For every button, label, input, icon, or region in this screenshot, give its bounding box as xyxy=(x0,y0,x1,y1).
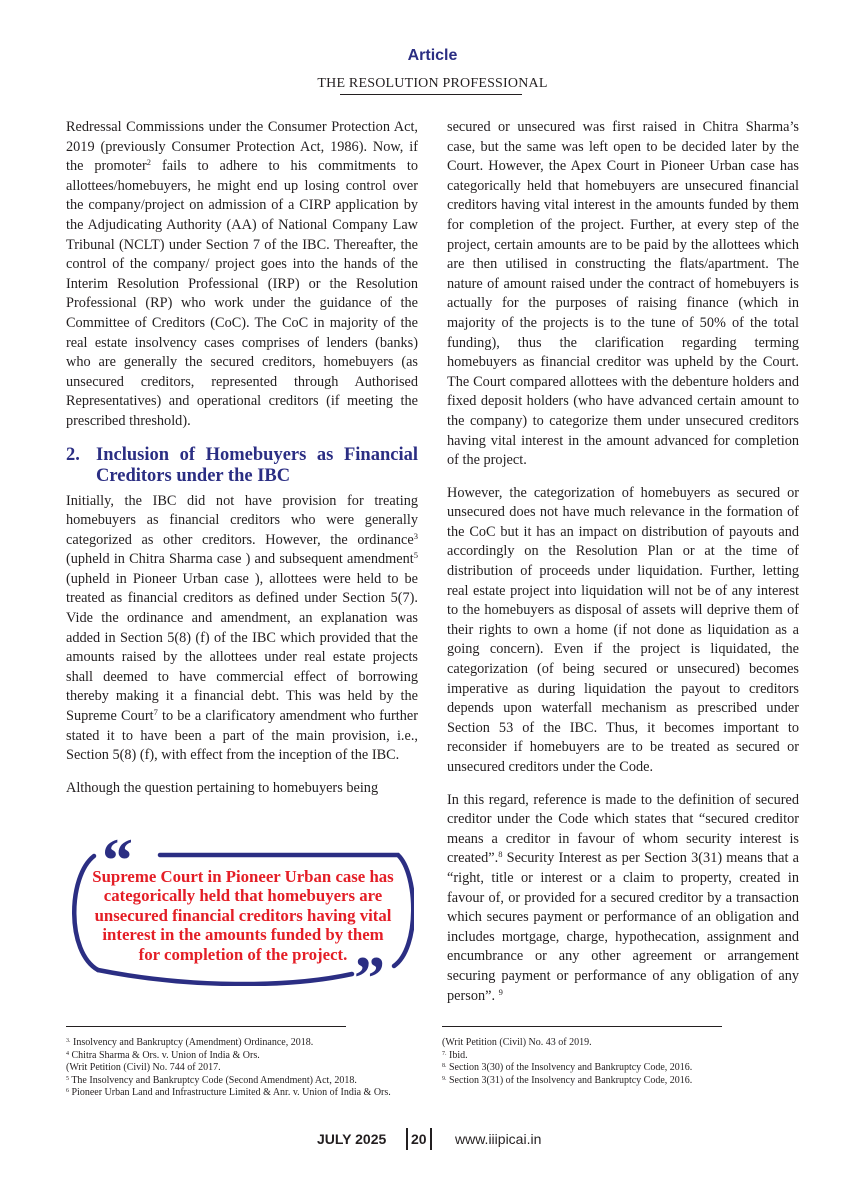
pull-quote xyxy=(68,827,414,1013)
open-quote-icon: “ xyxy=(102,827,133,895)
publication-title: THE RESOLUTION PROFESSIONAL xyxy=(317,76,548,91)
right-paragraph-1: secured or unsecured was first raised in Chitra Sharma’s case, but the same was left open to be decided later by the Court. However, the Apex Court in Pioneer Urban case has categorically held that homebuyers are unsecured financial creditors having vital interest in the amounts funded by them for completion of the project. Further, at every step of the project, certain amounts are to be paid by the allottees which are then utilised in constructing the flats/apartment. The nature of amount raised under the contract of homebuyers is actually for the purposes of raising finance (which in majority of the projects is to the tune of 50% of the total funding), thus the clarification regarding terming homebuyers as financial creditor was upheld by the Court. The Court compared allottees with the debenture holders and fixed deposit holders (who have advanced certain amount to the company) to categorize them under unsecured creditors having vital interest in the amount advanced for completion of the project. xyxy=(447,119,799,469)
footer-divider xyxy=(430,1128,432,1150)
footnote: $^4$ Chitra Sharma & Ors. v. Union of India & Ors. xyxy=(66,1049,260,1061)
pull-quote-text: Supreme Court in Pioneer Urban case has categorically held that homebuyers are unsecured financial creditors having vital interest in the amounts funded by them for completion of the project. xyxy=(92,867,394,964)
footnote: (Writ Petition (Civil) No. 43 of 2019. xyxy=(442,1037,592,1048)
issue-date: JULY 2025 xyxy=(317,1131,387,1147)
footnote-ref: 2 xyxy=(146,157,152,168)
section-heading xyxy=(66,445,418,487)
footnote: $^{8.}$ Section 3(30) of the Insolvency and Bankruptcy Code, 2016. xyxy=(442,1062,693,1073)
footnote-ref: 3 xyxy=(413,530,418,541)
right-paragraph-2: However, the categorization of homebuyers as secured or unsecured does not have much relevance in the formation of the CoC but it has an impact on distribution of payouts and accordingly on the Resolution Plan or at the time of distribution of proceeds under liquidation. Further, letting real estate project into liquidation will not be of any interest to the homebuyers as disposal of assets will deprive them of their rights to own a home (if not done as liquidation as a going concern). Even if the project is liquidated, the categorization (of being secured or unsecured) becomes imperative as during liquidation the payout to creditors depends upon waterfall mechanism as prescribed under Section 53 of the IBC. Thus, it becomes important to reconsider if homebuyers are to be treated as secured or unsecured creditors under the Code. xyxy=(447,484,799,775)
page-number: 20 xyxy=(411,1131,427,1147)
section-heading-text: Inclusion of Homebuyers as Financial Creditors under the IBC xyxy=(96,444,418,486)
section-heading-number: 2. xyxy=(66,444,80,465)
footnote-ref: 9 xyxy=(498,986,503,997)
footnote: $^{3.}$ Insolvency and Bankruptcy (Amendment) Ordinance, 2018. xyxy=(66,1037,314,1048)
footnote: $^6$ Pioneer Urban Land and Infrastructure Limited & Anr. v. Union of India & Ors. xyxy=(66,1087,391,1098)
right-column xyxy=(447,118,799,1019)
footnote-rule-left xyxy=(66,1026,346,1027)
footnote: $^5$ The Insolvency and Bankruptcy Code (Second Amendment) Act, 2018. xyxy=(66,1074,357,1086)
page-footer xyxy=(0,1128,865,1152)
left-paragraph-1: Redressal Commissions under the Consumer Protection Act, 2019 (previously Consumer Protection Act, 1986). Now, if the promoter$^2$ fails to adhere to his commitments to allottees/homebuyers, he might end up losing control over the company/project on admission of a CIRP application by the Adjudicating Authority (AA) of National Company Law Tribunal (NCLT) under Section 7 of the IBC. Thereafter, the control of the company/ project goes into the hands of the Interim Resolution Professional (IRP) or the Resolution Professional (RP) who work under the guidance of the Committee of Creditors (CoC). The CoC in majority of the real estate insolvency cases comprises of lenders (banks) who are generally the secured creditors, homebuyers (as unsecured creditors, represented through Authorised Representatives) and operational creditors (if meeting the prescribed threshold). xyxy=(66,119,419,429)
close-quote-icon: ” xyxy=(354,945,385,1013)
footnote: (Writ Petition (Civil) No. 744 of 2017. xyxy=(66,1062,221,1073)
website-link[interactable]: www.iiipicai.in xyxy=(455,1131,542,1147)
footer-divider xyxy=(406,1128,408,1150)
right-paragraph-3: In this regard, reference is made to the definition of secured creditor under the Code which states that “secured creditor means a creditor in favour of whom security interest is created”.$^8$ Security Interest as per Section 3(31) means that a “right, title or interest or a claim to property, created in favour of, or provided for a secured creditor by a transaction which secures payment or performance of an obligation and includes mortgage, charge, hypothecation, assignment and encumbrance or any other agreement or arrangement securing payment or performance of any obligation of any person”. $^9$ xyxy=(447,791,799,1004)
footnote-ref: 7 xyxy=(153,707,158,718)
footnotes-left xyxy=(66,1037,426,1100)
footnotes-right xyxy=(442,1037,802,1087)
left-column xyxy=(66,118,418,798)
header-underline xyxy=(340,94,522,95)
section-label: Article xyxy=(407,47,458,64)
left-paragraph-3: Although the question pertaining to homebuyers being xyxy=(66,779,379,796)
footnote-ref: 5 xyxy=(413,550,418,561)
footnote-ref: 8 xyxy=(498,849,503,860)
footnote-rule-right xyxy=(442,1026,722,1027)
footnote: $^{7.}$ Ibid. xyxy=(442,1049,468,1061)
footnote: $^{9.}$ Section 3(31) of the Insolvency and Bankruptcy Code, 2016. xyxy=(442,1074,693,1086)
left-paragraph-2: Initially, the IBC did not have provision for treating homebuyers as financial creditors who were generally categorized as other creditors. However, the ordinance$^3$ (upheld in Chitra Sharma case ) and subsequent amendment$^5$ (upheld in Pioneer Urban case ), allottees were held to be treated as financial creditors as defined under Section 5(7). Vide the ordinance and amendment, an explanation was added in Section 5(8) (f) of the IBC which provided that the amounts raised by the allottees under real estate projects shall deemed to have commercial effect of borrowing thereby making it a financial debt. This was held by the Supreme Court$^7$ to be a clarificatory amendment who further stated it to have been a part of the main provision, i.e., Section 5(8) (f), with effect from the inception of the IBC. xyxy=(66,492,419,764)
